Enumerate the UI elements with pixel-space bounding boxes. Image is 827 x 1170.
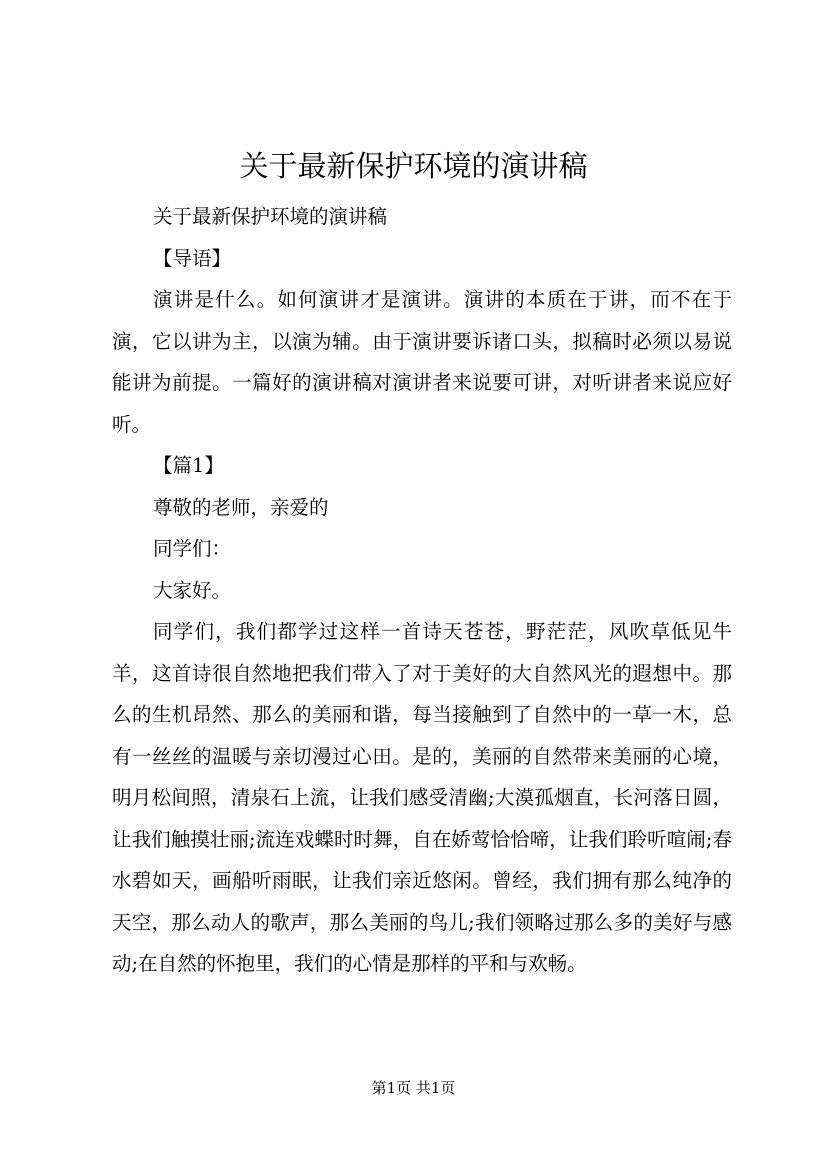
document-title: 关于最新保护环境的演讲稿 [239, 149, 588, 183]
salutation-line: 尊敬的老师，亲爱的 [153, 495, 329, 519]
greeting-line: 大家好。 [153, 578, 232, 602]
speech-body-paragraph: 同学们，我们都学过这样一首诗天苍苍，野茫茫，风吹草低见牛羊，这首诗很自然地把我们带入了对于美好的大自然风光的遐想中。那么的生机昂然、那么的美丽和谐，每当接触到了自然中的一草一木，总有一丝丝的温暖与亲切漫过心田。是的，美丽的自然带来美丽的心境，明月松间照，清泉石上流，让我们感受清幽;大漠孤烟直，长河落日圆，让我们触摸壮丽;流连戏蝶时时舞，自在娇莺恰恰啼，让我们聆听喧闹;春水碧如天，画船听雨眠，让我们亲近悠闲。曾经，我们拥有那么纯净的天空，那么动人的歌声，那么美丽的鸟儿;我们领略过那么多的美好与感动;在自然的怀抱里，我们的心情是那样的平和与欢畅。 [112, 620, 732, 975]
intro-paragraph: 演讲是什么。如何演讲才是演讲。演讲的本质在于讲，而不在于演，它以讲为主，以演为辅。由于演讲要诉诸口头，拟稿时必须以易说能讲为前提。一篇好的演讲稿对演讲者来说要可讲，对听讲者来说应好听。 [112, 288, 732, 436]
subtitle-paragraph: 关于最新保护环境的演讲稿 [153, 205, 388, 228]
section-heading-part1: 【篇1】 [153, 454, 224, 477]
salutation-line-2: 同学们： [153, 537, 232, 560]
document-body [112, 196, 732, 985]
page-number-footer: 第1页 共1页 [371, 1079, 456, 1097]
section-heading-intro: 【导语】 [153, 246, 232, 270]
